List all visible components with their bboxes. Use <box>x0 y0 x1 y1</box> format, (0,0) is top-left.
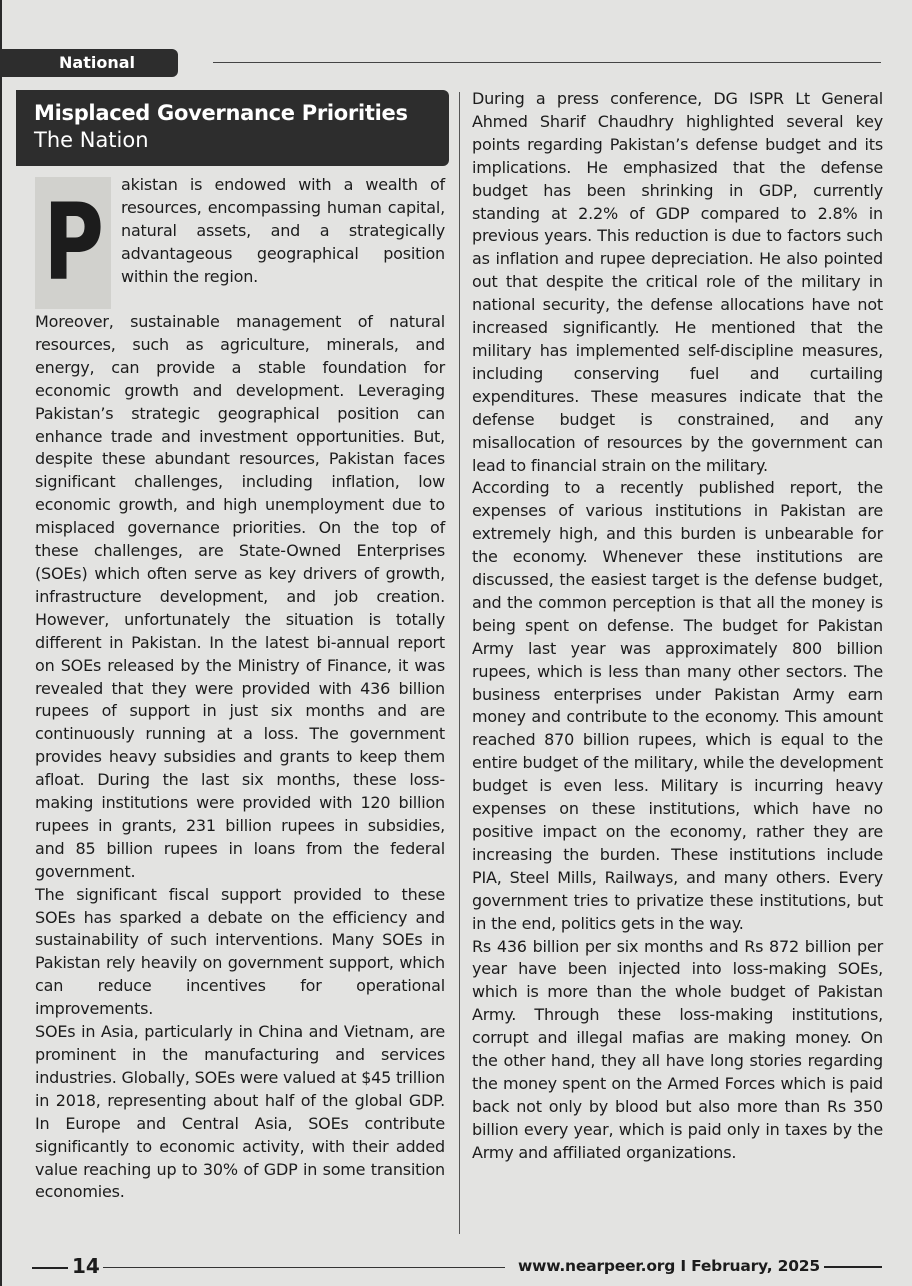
footer-rule-right <box>824 1266 882 1268</box>
footer-rule-middle <box>103 1267 505 1268</box>
article-header <box>16 90 449 166</box>
paragraph: Rs 436 billion per six months and Rs 872 billion per year have been injected into loss-making SOEs, which is more than the whole budget of Pakistan Army. Through these loss-making institutions, corrupt and illegal mafias are making money. On the other hand, they all have long stories regarding the money spent on the Armed Forces which is paid back not only by blood but also more than Rs 350 billion every year, which is paid only in taxes by the Army and affiliated organizations. <box>472 936 883 1162</box>
section-label: National <box>0 49 178 77</box>
page-edge-border <box>0 0 2 1286</box>
drop-cap <box>35 177 111 309</box>
paragraph: akistan is endowed with a wealth of resources, encompassing human capital, natural assets, and a strategically advantageous geographical position within the region. <box>121 175 445 286</box>
page-number: 14 <box>72 1254 100 1278</box>
right-column <box>472 88 883 1165</box>
drop-cap-letter: P <box>43 181 104 304</box>
article-title: Misplaced Governance Priorities <box>34 101 408 125</box>
section-divider <box>213 62 881 63</box>
footer-publication: www.nearpeer.org I February, 2025 <box>518 1257 820 1275</box>
paragraph: The significant fiscal support provided to these SOEs has sparked a debate on the efficiency and sustainability of such interventions. Many SOEs in Pakistan rely heavily on government support, which can reduce incentives for operational improvements. <box>35 884 445 1019</box>
paragraph: SOEs in Asia, particularly in China and Vietnam, are prominent in the manufacturing and services industries. Globally, SOEs were valued at $45 trillion in 2018, representing about half of the global GDP. In Europe and Central Asia, SOEs contribute significantly to economic activity, with their added value reaching up to 30% of GDP in some transition economies. <box>35 1022 445 1202</box>
paragraph: According to a recently published report, the expenses of various institutions in Pakistan are extremely high, and this burden is unbearable for the economy. Whenever these institutions are discussed, the easiest target is the defense budget, and the common perception is that all the money is being spent on defense. The budget for Pakistan Army last year was approximately 800 billion rupees, which is less than many other sectors. The business enterprises under Pakistan Army earn money and contribute to the economy. This amount reached 870 billion rupees, which is equal to the entire budget of the military, while the development budget is even less. Military is incurring heavy expenses on these institutions, which have no positive impact on the economy, rather they are increasing the burden. These institutions include PIA, Steel Mills, Railways, and many others. Every government tries to privatize these institutions, but in the end, politics gets in the way. <box>472 478 883 933</box>
column-divider <box>459 92 460 1234</box>
footer-rule-left <box>32 1267 68 1269</box>
paragraph: Moreover, sustainable management of natural resources, such as agriculture, minerals, and energy, can provide a stable foundation for economic growth and development. Leveraging Pakistan’s strategic geographical position can enhance trade and investment opportunities. But, despite these abundant resources, Pakistan faces significant challenges, including inflation, low economic growth, and high unemployment due to misplaced governance priorities. On the top of these challenges, are State-Owned Enterprises (SOEs) which often serve as key drivers of growth, infrastructure development, and job creation. However, unfortunately the situation is totally different in Pakistan. In the latest bi-annual report on SOEs released by the Ministry of Finance, it was revealed that they were provided with 436 billion rupees of support in just six months and are continuously running at a loss. The government provides heavy subsidies and grants to keep them afloat. During the last six months, these loss-making institutions were provided with 120 billion rupees in grants, 231 billion rupees in subsidies, and 85 billion rupees in loans from the federal government. <box>35 312 445 881</box>
left-column <box>35 174 445 1204</box>
article-source: The Nation <box>34 128 149 152</box>
paragraph: During a press conference, DG ISPR Lt General Ahmed Sharif Chaudhry highlighted several key points regarding Pakistan’s defense budget and its implications. He emphasized that the defense budget has been shrinking in GDP, currently standing at 2.2% of GDP compared to 2.8% in previous years. This reduction is due to factors such as inflation and rupee depreciation. He also pointed out that despite the critical role of the military in national security, the defense allocations have not increased significantly. He mentioned that the military has implemented self-discipline measures, including conserving fuel and curtailing expenditures. These measures indicate that the defense budget is constrained, and any misallocation of resources by the government can lead to financial strain on the military. <box>472 89 883 475</box>
